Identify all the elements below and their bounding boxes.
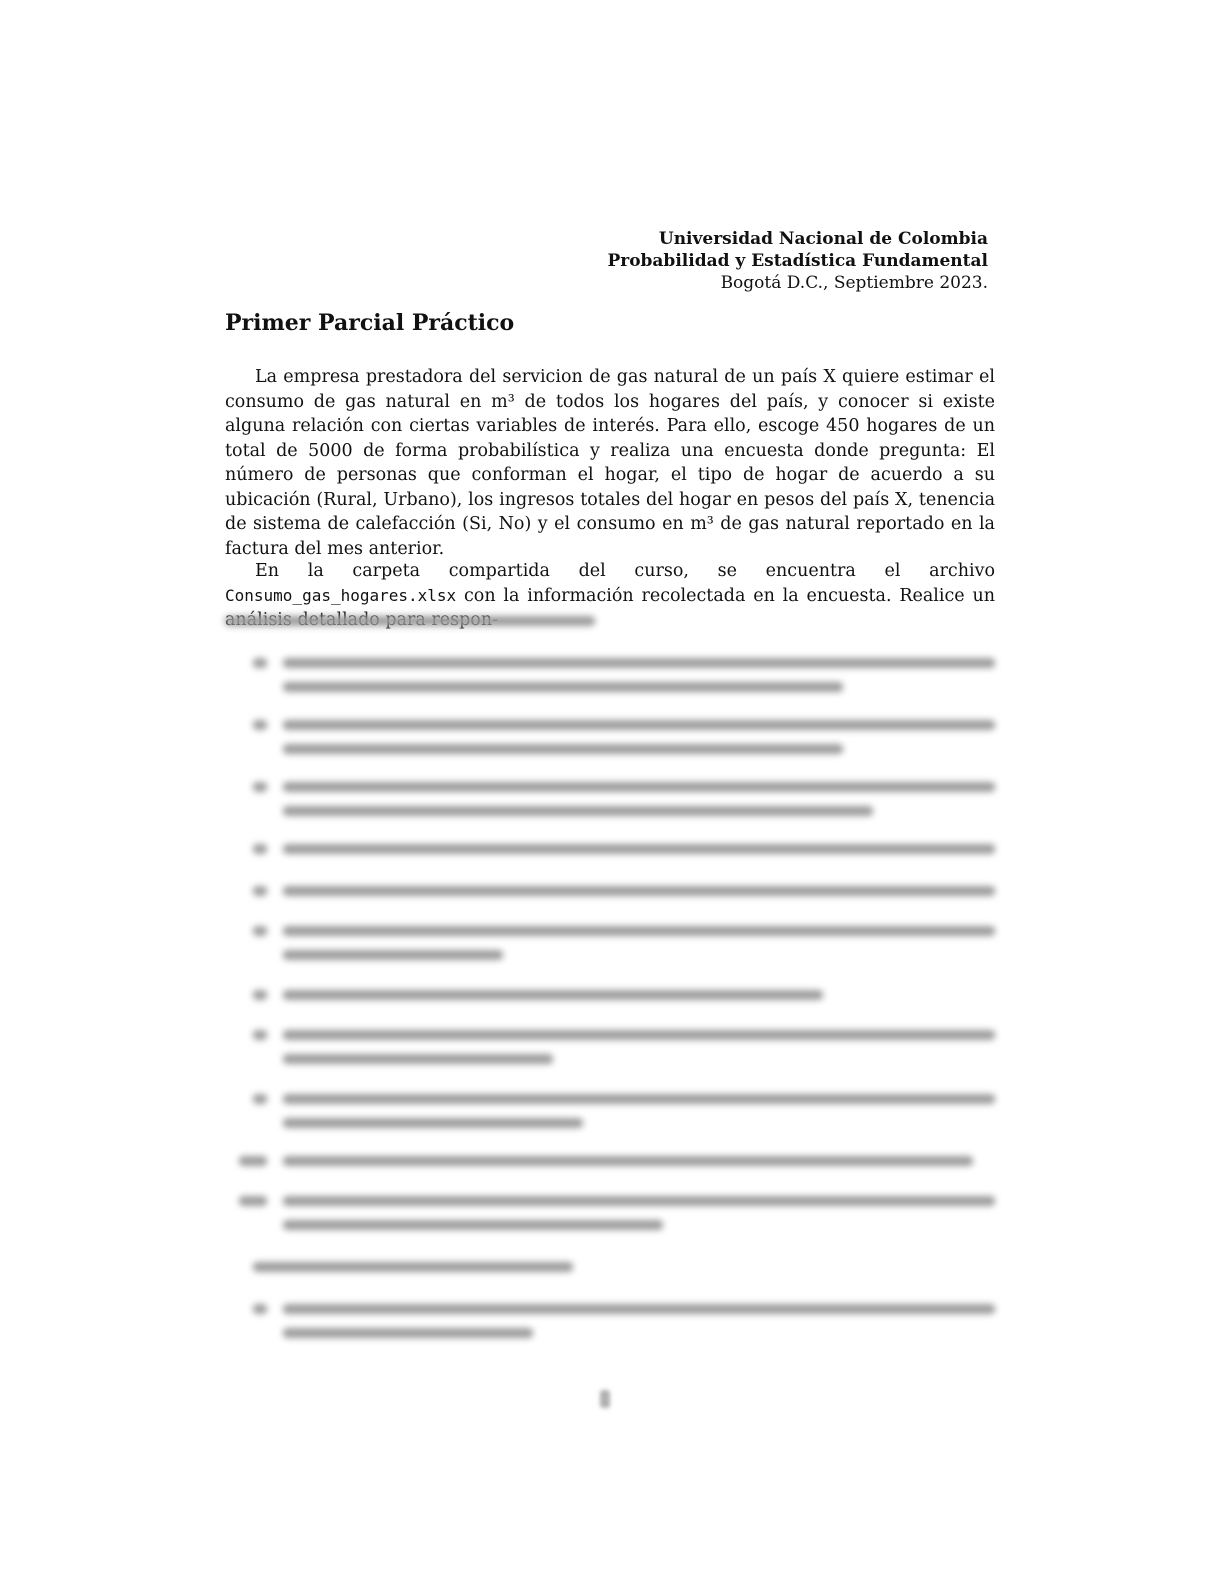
document-title: Primer Parcial Práctico <box>225 310 515 336</box>
blurred-item-number <box>253 658 267 668</box>
blurred-line <box>283 806 873 816</box>
blurred-line <box>225 616 595 626</box>
blurred-item-number <box>239 1156 267 1166</box>
blurred-line <box>283 1304 995 1314</box>
blurred-item-number <box>253 1094 267 1104</box>
file-paragraph-after: con la información recolectada en la encuesta. Realice un <box>463 585 995 606</box>
blurred-line <box>283 886 995 896</box>
blurred-line <box>283 1220 663 1230</box>
blurred-line <box>283 782 995 792</box>
blurred-line <box>283 844 995 854</box>
blurred-line <box>283 1094 995 1104</box>
blurred-line <box>283 1030 995 1040</box>
blurred-line <box>283 990 823 1000</box>
blurred-item-number <box>253 782 267 792</box>
file-paragraph-before: En la carpeta compartida del curso, se encuentra el archivo <box>255 561 995 581</box>
blurred-item-number <box>253 926 267 936</box>
intro-paragraph: La empresa prestadora del servicion de gas natural de un país X quiere estimar el consumo de gas natural en m³ de todos los hogares del país, y conocer si existe alguna relación con ciertas variables de interés. Para ello, escoge 450 hogares de un total de 5000 de forma probabilística y realiza una encuesta donde pregunta: El número de personas que conforman el hogar, el tipo de hogar de acuerdo a su ubicación (Rural, Urbano), los ingresos totales del hogar en pesos del país X, tenencia de sistema de calefacción (Si, No) y el consumo en m³ de gas natural reportado en la factura del mes anterior. <box>225 367 995 559</box>
course-name: Probabilidad y Estadística Fundamental <box>607 251 988 271</box>
blurred-line <box>283 1196 995 1206</box>
blurred-line <box>283 682 843 692</box>
blurred-item-number <box>253 720 267 730</box>
blurred-item-number <box>253 990 267 1000</box>
file-name: Consumo_gas_hogares.xlsx <box>225 585 457 605</box>
blurred-line <box>283 1054 553 1064</box>
place-date: Bogotá D.C., Septiembre 2023. <box>720 273 988 293</box>
blurred-item-number <box>253 1030 267 1040</box>
blurred-item-number <box>239 1196 267 1206</box>
blurred-item-number <box>253 886 267 896</box>
blurred-line <box>283 744 843 754</box>
blurred-line <box>283 720 995 730</box>
blurred-item-number <box>253 844 267 854</box>
page-number <box>600 1390 610 1408</box>
blurred-item-number <box>253 1304 267 1314</box>
blurred-line <box>283 1156 973 1166</box>
document-header <box>607 228 988 294</box>
university-name: Universidad Nacional de Colombia <box>658 229 988 249</box>
blurred-line <box>283 926 995 936</box>
blurred-line <box>283 1118 583 1128</box>
blurred-line <box>283 658 995 668</box>
blurred-line <box>253 1262 573 1272</box>
blurred-line <box>283 1328 533 1338</box>
blurred-line <box>283 950 503 960</box>
